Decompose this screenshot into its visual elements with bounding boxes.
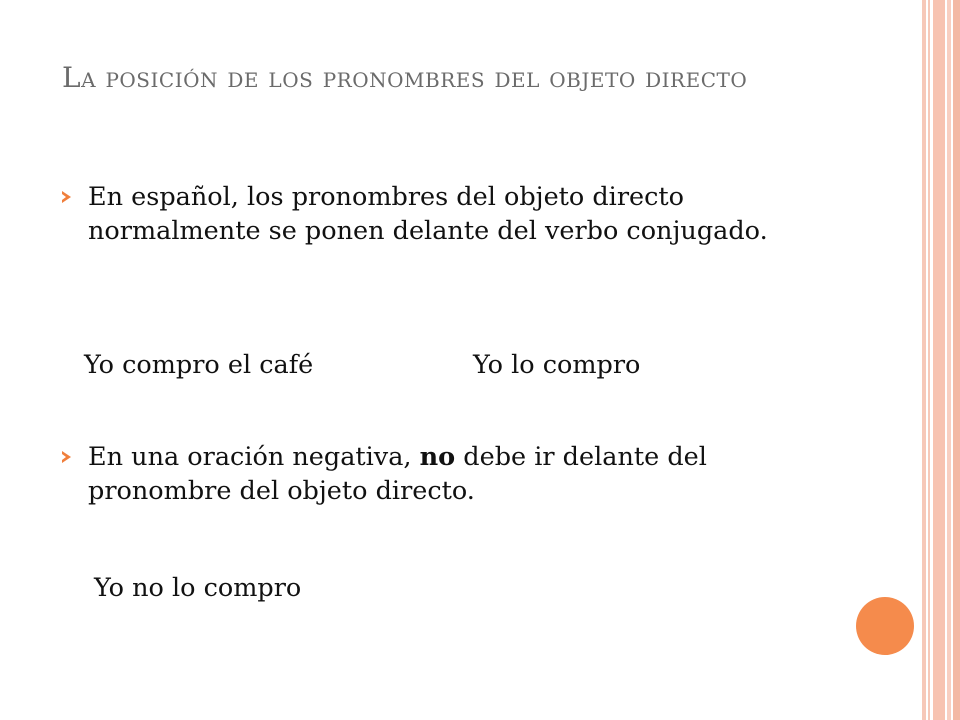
bullet-text-part: En una oración negativa, bbox=[88, 442, 420, 472]
arrow-bullet-icon bbox=[62, 191, 71, 203]
bullet-text-part: debe ir delante del pronombre del objeto directo. bbox=[88, 442, 707, 506]
bullet-text bbox=[88, 440, 852, 508]
slide-title: La posición de los pronombres del objeto directo bbox=[62, 61, 748, 94]
decorative-stripe bbox=[947, 0, 951, 720]
example-sentence: Yo no lo compro bbox=[94, 573, 302, 603]
example-sentence: Yo lo compro bbox=[473, 350, 641, 380]
bullet-text bbox=[88, 180, 852, 248]
bullet-item bbox=[62, 180, 852, 248]
bullet-item bbox=[62, 440, 852, 508]
arrow-bullet-icon bbox=[62, 451, 71, 463]
accent-circle bbox=[856, 597, 914, 655]
example-sentence: Yo compro el café bbox=[84, 350, 314, 380]
bullet-bold-word: no bbox=[419, 442, 456, 472]
decorative-stripe bbox=[928, 0, 930, 720]
decorative-stripe bbox=[922, 0, 926, 720]
bullet-text-part: En español, los pronombres del objeto directo normalmente se ponen delante del verbo conjugado. bbox=[88, 182, 768, 246]
decorative-stripe bbox=[933, 0, 945, 720]
decorative-stripe bbox=[953, 0, 960, 720]
